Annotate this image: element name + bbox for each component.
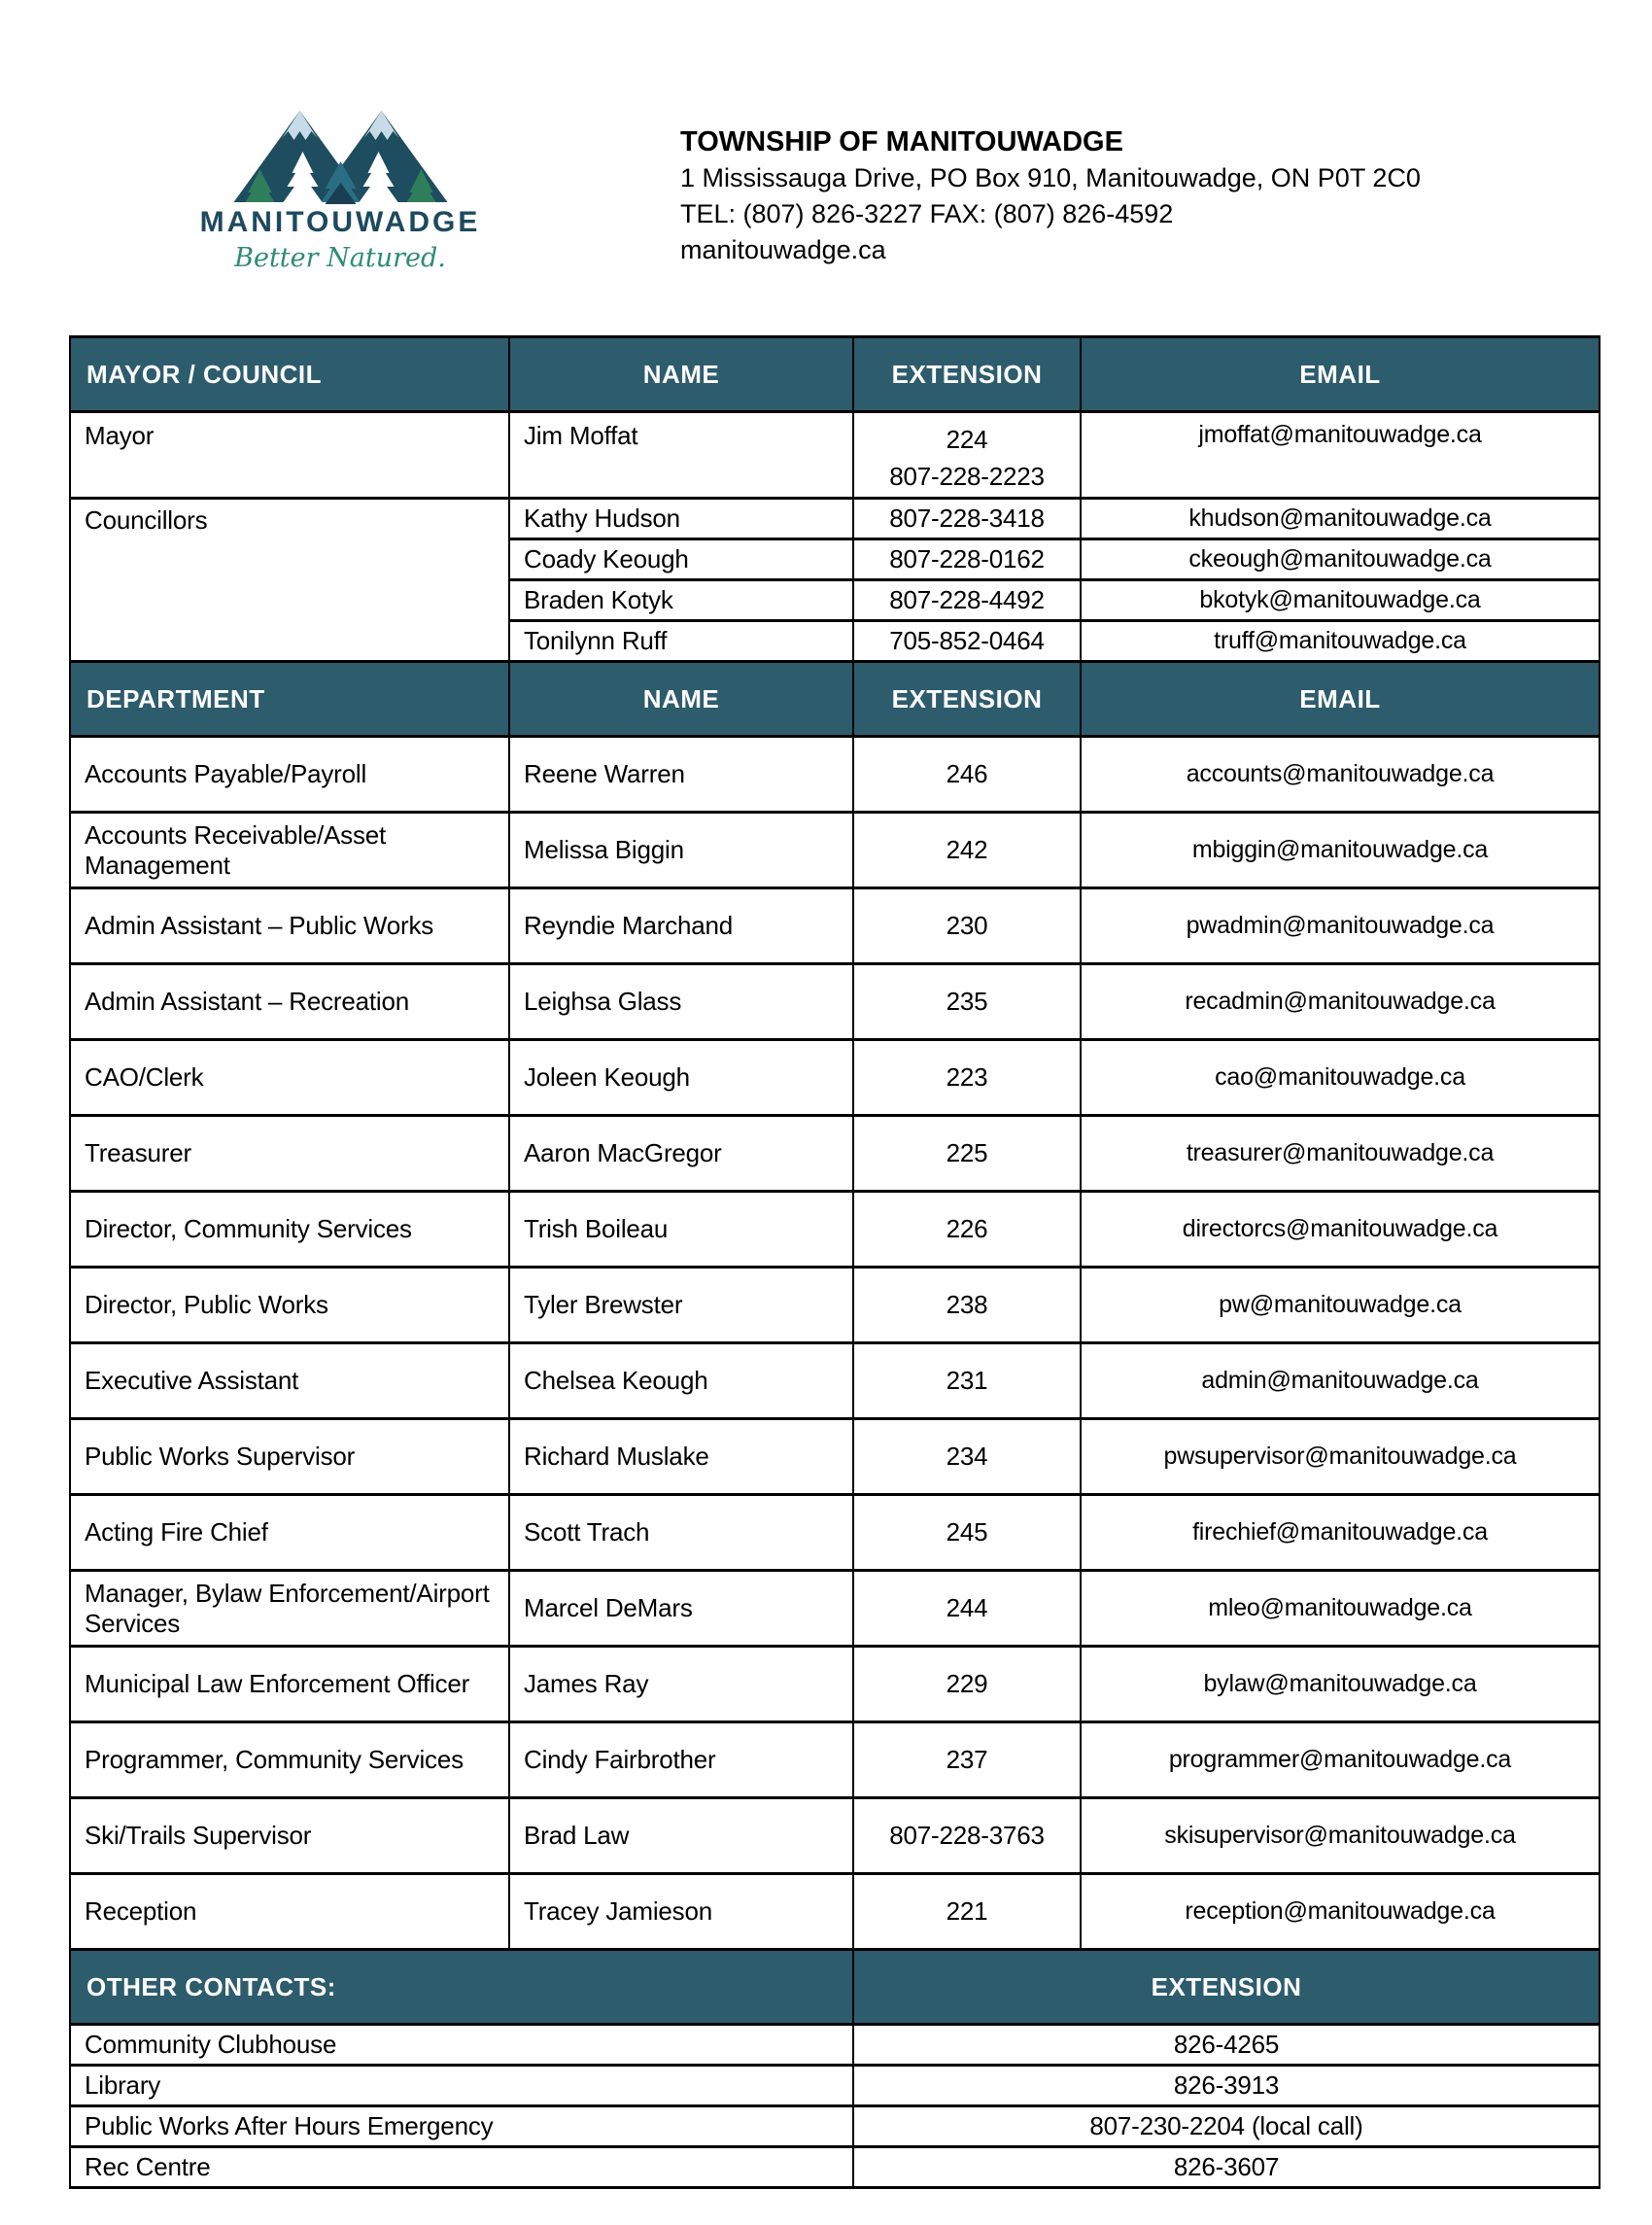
- extension-cell: 221: [853, 1874, 1081, 1950]
- department-cell: Accounts Payable/Payroll: [70, 737, 509, 813]
- other-contact-extension: 826-3607: [853, 2147, 1600, 2188]
- extension-column-header: EXTENSION: [853, 1950, 1600, 2025]
- email-cell: mbiggin@manitouwadge.ca: [1081, 813, 1600, 888]
- email-cell: admin@manitouwadge.ca: [1081, 1343, 1600, 1419]
- council-section-header: MAYOR / COUNCIL: [70, 337, 509, 412]
- table-row: [70, 2025, 1600, 2066]
- table-row: [70, 1722, 1600, 1798]
- department-header-row: [70, 662, 1600, 737]
- township-address: 1 Mississauga Drive, PO Box 910, Manitouwadge, ON P0T 2C0: [680, 163, 1421, 192]
- mayor-email: jmoffat@manitouwadge.ca: [1081, 412, 1600, 499]
- extension-cell: 225: [853, 1116, 1081, 1192]
- department-section-header: DEPARTMENT: [70, 662, 509, 737]
- table-row: [70, 1798, 1600, 1874]
- email-cell: firechief@manitouwadge.ca: [1081, 1495, 1600, 1571]
- name-cell: Scott Trach: [509, 1495, 853, 1571]
- table-row: [70, 412, 1600, 499]
- name-cell: Brad Law: [509, 1798, 853, 1874]
- name-cell: Cindy Fairbrother: [509, 1722, 853, 1798]
- councillor-name: Kathy Hudson: [509, 499, 853, 539]
- table-row: [70, 1040, 1600, 1116]
- township-logo: [199, 97, 481, 273]
- email-cell: cao@manitouwadge.ca: [1081, 1040, 1600, 1116]
- name-cell: Tyler Brewster: [509, 1268, 853, 1343]
- council-header-row: [70, 337, 1600, 412]
- email-cell: pwadmin@manitouwadge.ca: [1081, 888, 1600, 964]
- department-cell: CAO/Clerk: [70, 1040, 509, 1116]
- extension-cell: 244: [853, 1571, 1081, 1647]
- councillor-extension: 807-228-0162: [853, 539, 1081, 580]
- other-contact-label: Rec Centre: [70, 2147, 853, 2188]
- name-cell: Leighsa Glass: [509, 964, 853, 1040]
- name-cell: Richard Muslake: [509, 1419, 853, 1495]
- councillor-extension: 807-228-4492: [853, 580, 1081, 621]
- extension-cell: 238: [853, 1268, 1081, 1343]
- table-row: [70, 499, 1600, 539]
- councillors-label: Councillors: [70, 499, 509, 662]
- councillor-name: Braden Kotyk: [509, 580, 853, 621]
- table-row: [70, 1192, 1600, 1268]
- other-contact-extension: 826-3913: [853, 2066, 1600, 2106]
- extension-cell: 245: [853, 1495, 1081, 1571]
- name-cell: Trish Boileau: [509, 1192, 853, 1268]
- department-cell: Admin Assistant – Public Works: [70, 888, 509, 964]
- table-row: [70, 1647, 1600, 1722]
- email-cell: pw@manitouwadge.ca: [1081, 1268, 1600, 1343]
- email-cell: directorcs@manitouwadge.ca: [1081, 1192, 1600, 1268]
- department-cell: Accounts Receivable/Asset Management: [70, 813, 509, 888]
- table-row: [70, 1571, 1600, 1647]
- other-contact-extension: 826-4265: [853, 2025, 1600, 2066]
- department-cell: Public Works Supervisor: [70, 1419, 509, 1495]
- table-row: [70, 1874, 1600, 1950]
- department-cell: Programmer, Community Services: [70, 1722, 509, 1798]
- email-column-header: EMAIL: [1081, 337, 1600, 412]
- name-cell: Melissa Biggin: [509, 813, 853, 888]
- table-row: [70, 1116, 1600, 1192]
- email-cell: skisupervisor@manitouwadge.ca: [1081, 1798, 1600, 1874]
- table-row: [70, 1268, 1600, 1343]
- other-contact-extension: 807-230-2204 (local call): [853, 2106, 1600, 2147]
- extension-column-header: EXTENSION: [853, 662, 1081, 737]
- councillor-extension: 705-852-0464: [853, 621, 1081, 662]
- mayor-label: Mayor: [70, 412, 509, 499]
- logo-tagline: Better Natured.: [234, 243, 446, 273]
- department-cell: Reception: [70, 1874, 509, 1950]
- email-column-header: EMAIL: [1081, 662, 1600, 737]
- department-cell: Municipal Law Enforcement Officer: [70, 1647, 509, 1722]
- table-row: [70, 1419, 1600, 1495]
- mayor-name: Jim Moffat: [509, 412, 853, 499]
- table-row: [70, 888, 1600, 964]
- department-cell: Director, Community Services: [70, 1192, 509, 1268]
- name-cell: Joleen Keough: [509, 1040, 853, 1116]
- name-cell: Chelsea Keough: [509, 1343, 853, 1419]
- name-column-header: NAME: [509, 337, 853, 412]
- other-contacts-header-row: [70, 1950, 1600, 2025]
- mountain-logo-icon: [222, 97, 460, 204]
- email-cell: programmer@manitouwadge.ca: [1081, 1722, 1600, 1798]
- extension-cell: 807-228-3763: [853, 1798, 1081, 1874]
- department-cell: Manager, Bylaw Enforcement/Airport Services: [70, 1571, 509, 1647]
- extension-cell: 237: [853, 1722, 1081, 1798]
- email-cell: mleo@manitouwadge.ca: [1081, 1571, 1600, 1647]
- department-cell: Admin Assistant – Recreation: [70, 964, 509, 1040]
- name-column-header: NAME: [509, 662, 853, 737]
- councillor-extension: 807-228-3418: [853, 499, 1081, 539]
- table-row: [70, 2147, 1600, 2188]
- department-cell: Director, Public Works: [70, 1268, 509, 1343]
- extension-cell: 223: [853, 1040, 1081, 1116]
- extension-cell: 234: [853, 1419, 1081, 1495]
- logo-wordmark: MANITOUWADGE: [199, 206, 481, 238]
- table-row: [70, 813, 1600, 888]
- table-row: [70, 2066, 1600, 2106]
- name-cell: Marcel DeMars: [509, 1571, 853, 1647]
- name-cell: Reyndie Marchand: [509, 888, 853, 964]
- extension-cell: 229: [853, 1647, 1081, 1722]
- councillor-name: Coady Keough: [509, 539, 853, 580]
- township-phone-fax: TEL: (807) 826-3227 FAX: (807) 826-4592: [680, 199, 1174, 228]
- name-cell: Aaron MacGregor: [509, 1116, 853, 1192]
- table-row: [70, 737, 1600, 813]
- extension-cell: 235: [853, 964, 1081, 1040]
- other-contacts-section-header: OTHER CONTACTS:: [70, 1950, 853, 2025]
- department-cell: Acting Fire Chief: [70, 1495, 509, 1571]
- department-cell: Treasurer: [70, 1116, 509, 1192]
- councillor-email: khudson@manitouwadge.ca: [1081, 499, 1600, 539]
- extension-cell: 226: [853, 1192, 1081, 1268]
- name-cell: James Ray: [509, 1647, 853, 1722]
- mayor-extension: 224 807-228-2223: [853, 412, 1081, 499]
- extension-cell: 230: [853, 888, 1081, 964]
- table-row: [70, 964, 1600, 1040]
- township-website: manitouwadge.ca: [680, 235, 886, 264]
- email-cell: bylaw@manitouwadge.ca: [1081, 1647, 1600, 1722]
- councillor-name: Tonilynn Ruff: [509, 621, 853, 662]
- table-row: [70, 1343, 1600, 1419]
- email-cell: pwsupervisor@manitouwadge.ca: [1081, 1419, 1600, 1495]
- contact-directory-table: [69, 335, 1600, 2189]
- name-cell: Tracey Jamieson: [509, 1874, 853, 1950]
- letterhead: [680, 124, 1421, 268]
- email-cell: recadmin@manitouwadge.ca: [1081, 964, 1600, 1040]
- other-contact-label: Library: [70, 2066, 853, 2106]
- department-cell: Ski/Trails Supervisor: [70, 1798, 509, 1874]
- table-row: [70, 2106, 1600, 2147]
- table-row: [70, 1495, 1600, 1571]
- other-contact-label: Public Works After Hours Emergency: [70, 2106, 853, 2147]
- township-title: TOWNSHIP OF MANITOUWADGE: [680, 126, 1123, 157]
- other-contact-label: Community Clubhouse: [70, 2025, 853, 2066]
- extension-cell: 242: [853, 813, 1081, 888]
- extension-column-header: EXTENSION: [853, 337, 1081, 412]
- name-cell: Reene Warren: [509, 737, 853, 813]
- councillor-email: truff@manitouwadge.ca: [1081, 621, 1600, 662]
- email-cell: accounts@manitouwadge.ca: [1081, 737, 1600, 813]
- extension-cell: 231: [853, 1343, 1081, 1419]
- extension-cell: 246: [853, 737, 1081, 813]
- email-cell: treasurer@manitouwadge.ca: [1081, 1116, 1600, 1192]
- councillor-email: bkotyk@manitouwadge.ca: [1081, 580, 1600, 621]
- councillor-email: ckeough@manitouwadge.ca: [1081, 539, 1600, 580]
- department-cell: Executive Assistant: [70, 1343, 509, 1419]
- email-cell: reception@manitouwadge.ca: [1081, 1874, 1600, 1950]
